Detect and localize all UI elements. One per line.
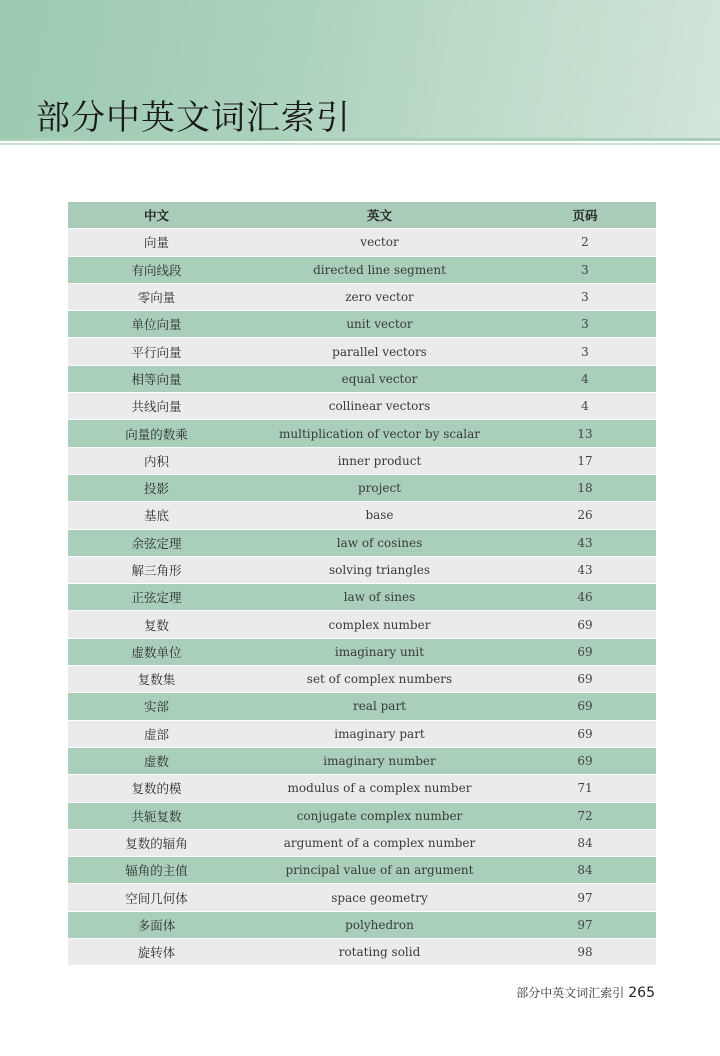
cell-chinese: 单位向量 xyxy=(68,311,245,338)
cell-english: polyhedron xyxy=(245,911,514,938)
table-row xyxy=(68,939,656,966)
cell-chinese: 零向量 xyxy=(68,283,245,310)
cell-chinese: 辐角的主值 xyxy=(68,857,245,884)
table-row xyxy=(68,556,656,583)
vocabulary-index-table xyxy=(68,202,656,965)
column-header-chinese: 中文 xyxy=(68,202,245,229)
cell-chinese: 虚数单位 xyxy=(68,638,245,665)
cell-chinese: 余弦定理 xyxy=(68,529,245,556)
cell-chinese: 基底 xyxy=(68,502,245,529)
footer-section-title: 部分中英文词汇索引 xyxy=(516,986,625,1000)
cell-english: inner product xyxy=(245,447,514,474)
cell-chinese: 共线向量 xyxy=(68,393,245,420)
cell-chinese: 虚数 xyxy=(68,747,245,774)
table-row xyxy=(68,502,656,529)
cell-chinese: 共轭复数 xyxy=(68,802,245,829)
table-row xyxy=(68,829,656,856)
header-rule-thin xyxy=(0,143,720,145)
cell-english: project xyxy=(245,474,514,501)
cell-chinese: 解三角形 xyxy=(68,556,245,583)
cell-page: 26 xyxy=(514,502,656,529)
cell-english: unit vector xyxy=(245,311,514,338)
cell-chinese: 旋转体 xyxy=(68,939,245,966)
cell-chinese: 虚部 xyxy=(68,720,245,747)
column-header-english: 英文 xyxy=(245,202,514,229)
cell-english: argument of a complex number xyxy=(245,829,514,856)
cell-chinese: 多面体 xyxy=(68,911,245,938)
table-header-row xyxy=(68,202,656,229)
cell-page: 3 xyxy=(514,256,656,283)
cell-page: 2 xyxy=(514,229,656,256)
page-number: 265 xyxy=(628,985,655,1001)
cell-english: multiplication of vector by scalar xyxy=(245,420,514,447)
cell-page: 4 xyxy=(514,365,656,392)
page-title: 部分中英文词汇索引 xyxy=(36,98,351,138)
cell-page: 69 xyxy=(514,747,656,774)
cell-english: principal value of an argument xyxy=(245,857,514,884)
cell-page: 69 xyxy=(514,611,656,638)
cell-english: conjugate complex number xyxy=(245,802,514,829)
cell-page: 46 xyxy=(514,584,656,611)
cell-page: 13 xyxy=(514,420,656,447)
cell-chinese: 正弦定理 xyxy=(68,584,245,611)
cell-english: set of complex numbers xyxy=(245,666,514,693)
cell-page: 43 xyxy=(514,529,656,556)
table-row xyxy=(68,720,656,747)
table-row xyxy=(68,338,656,365)
header-band xyxy=(0,0,720,138)
cell-page: 3 xyxy=(514,283,656,310)
cell-page: 72 xyxy=(514,802,656,829)
table-row xyxy=(68,447,656,474)
cell-page: 69 xyxy=(514,720,656,747)
cell-english: complex number xyxy=(245,611,514,638)
cell-chinese: 内积 xyxy=(68,447,245,474)
cell-chinese: 投影 xyxy=(68,474,245,501)
table-row xyxy=(68,420,656,447)
cell-english: directed line segment xyxy=(245,256,514,283)
cell-english: solving triangles xyxy=(245,556,514,583)
table-row xyxy=(68,283,656,310)
cell-english: law of sines xyxy=(245,584,514,611)
table-row xyxy=(68,802,656,829)
table-row xyxy=(68,747,656,774)
cell-page: 97 xyxy=(514,884,656,911)
table-row xyxy=(68,365,656,392)
cell-page: 97 xyxy=(514,911,656,938)
cell-page: 3 xyxy=(514,338,656,365)
cell-english: collinear vectors xyxy=(245,393,514,420)
column-header-page: 页码 xyxy=(514,202,656,229)
cell-page: 69 xyxy=(514,693,656,720)
cell-page: 84 xyxy=(514,829,656,856)
cell-page: 43 xyxy=(514,556,656,583)
table-row xyxy=(68,911,656,938)
cell-chinese: 复数集 xyxy=(68,666,245,693)
table-row xyxy=(68,638,656,665)
cell-chinese: 相等向量 xyxy=(68,365,245,392)
cell-page: 69 xyxy=(514,666,656,693)
table-row xyxy=(68,474,656,501)
cell-page: 18 xyxy=(514,474,656,501)
cell-english: base xyxy=(245,502,514,529)
cell-english: modulus of a complex number xyxy=(245,775,514,802)
cell-english: equal vector xyxy=(245,365,514,392)
cell-chinese: 向量 xyxy=(68,229,245,256)
table-row xyxy=(68,311,656,338)
page-footer xyxy=(516,984,655,1001)
cell-page: 4 xyxy=(514,393,656,420)
cell-page: 84 xyxy=(514,857,656,884)
cell-english: imaginary part xyxy=(245,720,514,747)
table-row xyxy=(68,884,656,911)
cell-english: parallel vectors xyxy=(245,338,514,365)
table-row xyxy=(68,256,656,283)
cell-page: 17 xyxy=(514,447,656,474)
cell-page: 71 xyxy=(514,775,656,802)
table-row xyxy=(68,229,656,256)
cell-chinese: 有向线段 xyxy=(68,256,245,283)
cell-english: space geometry xyxy=(245,884,514,911)
table-row xyxy=(68,775,656,802)
cell-chinese: 实部 xyxy=(68,693,245,720)
cell-english: imaginary unit xyxy=(245,638,514,665)
cell-chinese: 空间几何体 xyxy=(68,884,245,911)
table-row xyxy=(68,666,656,693)
cell-chinese: 向量的数乘 xyxy=(68,420,245,447)
cell-english: law of cosines xyxy=(245,529,514,556)
table-row xyxy=(68,857,656,884)
cell-chinese: 复数的辐角 xyxy=(68,829,245,856)
cell-english: rotating solid xyxy=(245,939,514,966)
table-row xyxy=(68,693,656,720)
cell-chinese: 复数 xyxy=(68,611,245,638)
cell-chinese: 复数的模 xyxy=(68,775,245,802)
table-row xyxy=(68,393,656,420)
cell-english: imaginary number xyxy=(245,747,514,774)
cell-page: 3 xyxy=(514,311,656,338)
table-body xyxy=(68,229,656,966)
table-row xyxy=(68,611,656,638)
table-row xyxy=(68,584,656,611)
cell-english: zero vector xyxy=(245,283,514,310)
cell-english: vector xyxy=(245,229,514,256)
table-row xyxy=(68,529,656,556)
cell-page: 98 xyxy=(514,939,656,966)
cell-chinese: 平行向量 xyxy=(68,338,245,365)
cell-english: real part xyxy=(245,693,514,720)
cell-page: 69 xyxy=(514,638,656,665)
